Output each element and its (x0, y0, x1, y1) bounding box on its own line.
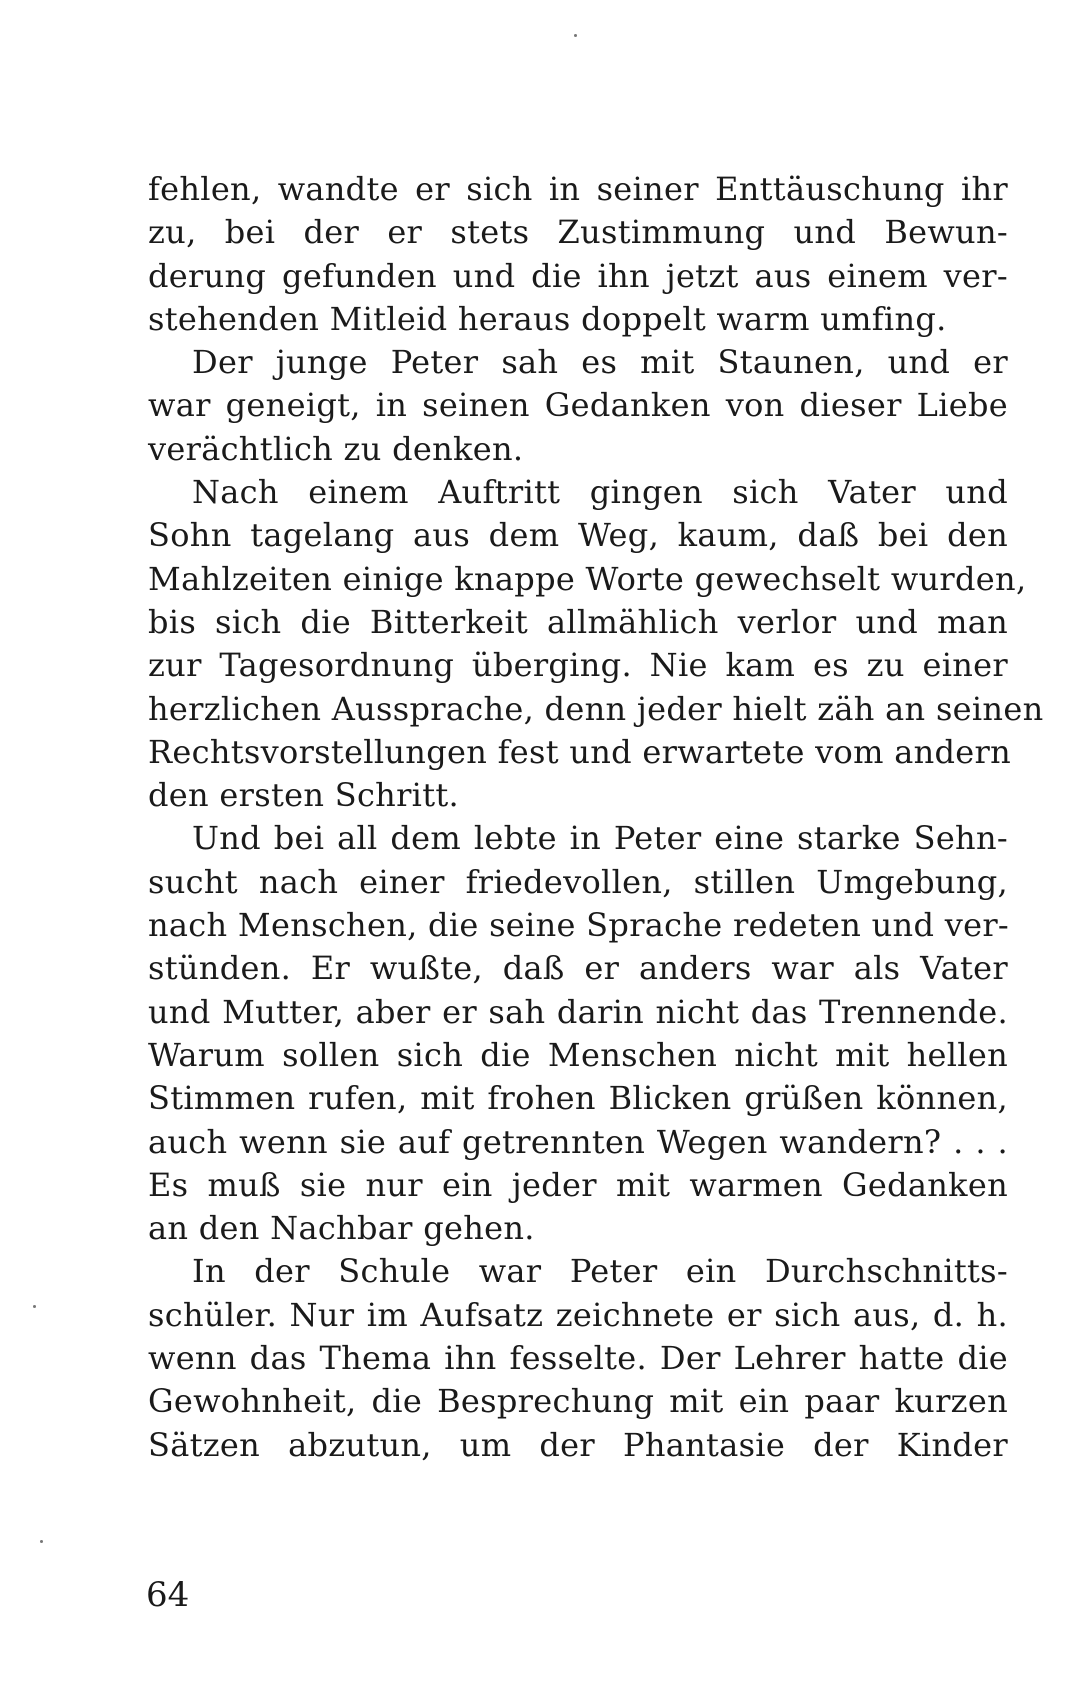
text-line: Gewohnheit, die Besprechung mit ein paar kurzen (148, 1382, 1008, 1421)
text-line: Mahlzeiten einige knappe Worte gewechselt wurden, (148, 559, 1027, 598)
text-line: Es muß sie nur ein jeder mit warmen Gedanken (148, 1165, 1008, 1204)
text-line: wenn das Thema ihn fesselte. Der Lehrer hatte die (148, 1339, 1008, 1378)
text-line: Sätzen abzutun, um der Phantasie der Kinder (148, 1425, 1008, 1464)
paper-speck (33, 1305, 36, 1308)
text-line: bis sich die Bitterkeit allmählich verlor und man (148, 602, 1008, 641)
text-line: In der Schule war Peter ein Durchschnitts- (192, 1252, 1008, 1291)
paper-speck (40, 1540, 43, 1543)
text-line: stehenden Mitleid heraus doppelt warm umfing. (148, 299, 947, 338)
text-line: derung gefunden und die ihn jetzt aus einem ver- (148, 256, 1008, 295)
text-line: den ersten Schritt. (148, 776, 460, 815)
text-line: an den Nachbar gehen. (148, 1209, 535, 1248)
text-line: sucht nach einer friedevollen, stillen Umgebung, (148, 862, 1008, 901)
text-line: schüler. Nur im Aufsatz zeichnete er sich aus, d. h. (148, 1295, 1008, 1334)
text-line: auch wenn sie auf getrennten Wegen wandern? . . . (148, 1122, 1008, 1161)
text-line: stünden. Er wußte, daß er anders war als Vater (148, 949, 1008, 988)
text-line: nach Menschen, die seine Sprache redeten und ver- (148, 906, 1010, 945)
text-line: fehlen, wandte er sich in seiner Enttäuschung ihr (148, 170, 1008, 208)
text-line: Rechtsvorstellungen fest und erwartete vom andern (148, 732, 1012, 771)
text-line: herzlichen Aussprache, denn jeder hielt zäh an seinen (148, 689, 1044, 728)
body-text (148, 168, 1044, 1467)
paper-speck (574, 34, 577, 37)
text-line: war geneigt, in seinen Gedanken von dieser Liebe (148, 386, 1008, 425)
text-line: Und bei all dem lebte in Peter eine starke Sehn- (192, 819, 1008, 858)
page-number: 64 (146, 1575, 190, 1615)
text-line: Nach einem Auftritt gingen sich Vater und (192, 473, 1008, 512)
text-line: Der junge Peter sah es mit Staunen, und er (192, 343, 1008, 382)
text-line: Warum sollen sich die Menschen nicht mit hellen (148, 1035, 1008, 1074)
text-line: und Mutter, aber er sah darin nicht das Trennende. (148, 992, 1008, 1031)
text-line: Stimmen rufen, mit frohen Blicken grüßen können, (148, 1079, 1008, 1118)
text-line: zur Tagesordnung überging. Nie kam es zu einer (148, 646, 1008, 685)
text-line: Sohn tagelang aus dem Weg, kaum, daß bei den (148, 516, 1008, 555)
text-line: zu, bei der er stets Zustimmung und Bewun- (148, 213, 1008, 252)
text-line: verächtlich zu denken. (148, 429, 524, 468)
